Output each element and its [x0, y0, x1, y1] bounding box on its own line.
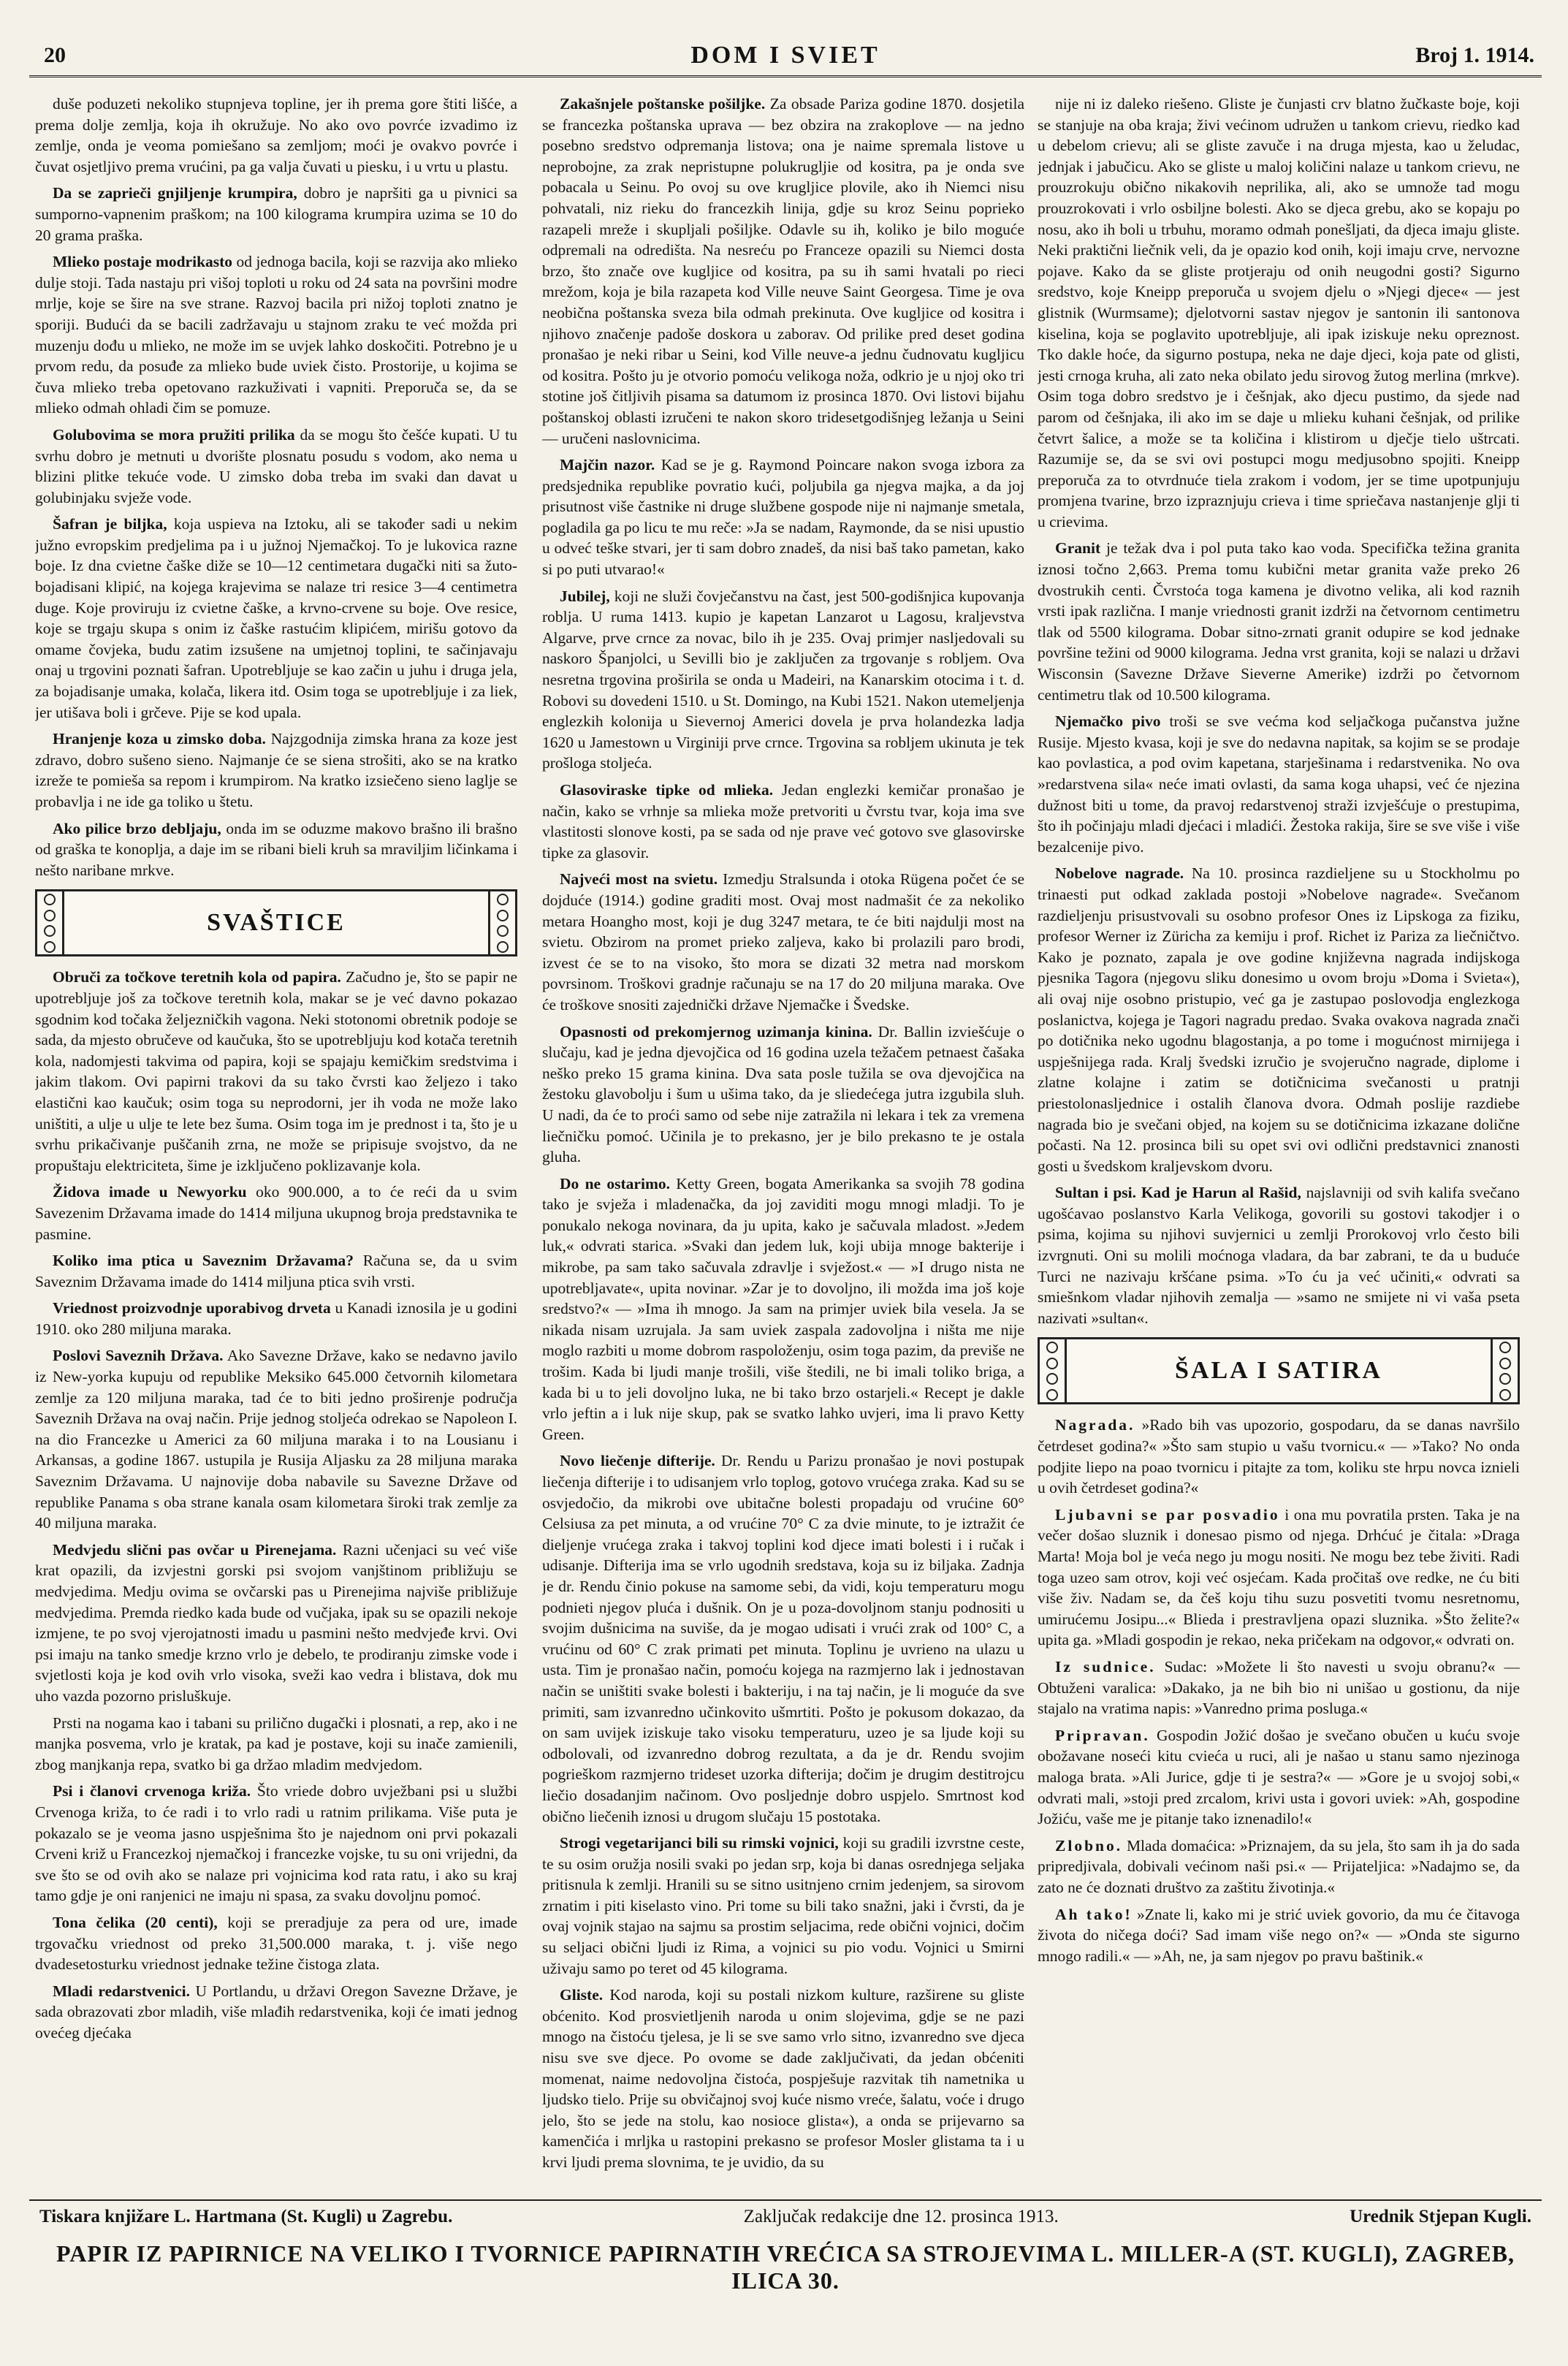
- section-box-sala: [1038, 1337, 1520, 1404]
- ornament-left: [37, 891, 64, 954]
- article-paragraph: [35, 1540, 517, 1707]
- article-text: onda im se oduzme makovo brašno ili brašno od graška te konoplja, a daje im se ribani bieli kruh sa mraviljim ličinkama i nešto naribane mrkve.: [35, 819, 517, 879]
- editor-name: Urednik Stjepan Kugli.: [1350, 2207, 1531, 2226]
- article-text: troši se sve većma kod seljačkoga pučanstva južne Rusije. Mjesto kvasa, koji je sve do nedavna napitak, sa kojim se se prodaje kao povlastica, a pod ovim kapetana, starješinama i redarstvenika. No ova »redarstvena sila« neće imati ovlasti, da sama koga uhapsi, već će njezina dužnost biti u tome, da pravoj redarstvenoj straži izvješćuje o prestupima, što ih počinjaju mladi djećaci i mladići. Žestoka rakija, šire se sve više i više bezalcenije pivo.: [1038, 712, 1520, 856]
- svastice-articles-continued: [542, 94, 1024, 2173]
- article-text: i ona mu povratila prsten. Taka je na večer došao sluznik i donesao pismo od njega. Drhćuć je čitala: »Draga Marta! Moja bol je veća nego ju mogu nositi. Ne mogu bez tebe živiti. Radi toga uzeo sam otrov, koji već osjećam. Kada pročitaš ove redke, ne ću biti više živ. Nadam se, da češ koju tihu suzu posvetiti tvomu nesretnomu, umirućemu Josipu...« Blieda i prestravljena opazi sluznika. »Što želite?« upita ga. »Mladi gospodin je rekao, neka pričekam na odgovor,« odvrati on.: [1038, 1505, 1520, 1649]
- article-heading: Da se zaprieči gnjiljenje krumpira,: [53, 184, 297, 202]
- article-paragraph: [35, 1345, 517, 1533]
- article-text: koji su gradili izvrstne ceste, te su osim oružja nosili svaki po jedan srp, koja bi danas osrednjega seljaka pritisnula k zemlji. Hranili su se sitno usitnjeno crnim jedenjem, sa sirovom zrnatim i piti kiselasto vino. Pri tome su bili tako snažni, jaki i čvrsti, da je ovaj vojnik stajao na sajmu sa prostim seljacima, rede obični vojnici, dočim su seljaci obični ljudi iz Rima, a vojnici su pio vodu. Vojnici u Smirni uživaju samo po teret od 45 kilograma.: [542, 1834, 1024, 1977]
- article-text: Računa se, da u svim Saveznim Državama imade do 1414 miljuna ptica svih vrsti.: [35, 1252, 517, 1290]
- article-text: je težak dva i pol puta tako kao voda. Specifička težina granita iznosi točno 2,663. Prema tomu kubični metar granita važe preko 26 dvostrukih centi. Čvrstoća toga kamena je divotno velika, ali kod raznih vrsti ipak različna. I manje vriednosti granit izdrži na četvornom centimetru tlak od 5500 kilograma. Dobar sitno-zrnati granit odupire se kod jednake površine težini od 9000 kilograma. Jedna vrst granita, koji se nalazi u državi Wisconsin (Savezne Države Sieverne Amerike) izdrži po četvornom centimetru tlak od 10.500 kilograma.: [1038, 539, 1520, 704]
- article-paragraph: [35, 1981, 517, 2044]
- article-text: od jednoga bacila, koji se razvija ako mlieko dulje stoji. Tada nastaju pri višoj toploti u roku od 24 sata na površini modre mrlje, koje se šire na sve strane. Razvoj bacila pri nižoj toploti znatno je sporiji. Budući da se bacili zadržavaju u stajnom zraku te već možda pri muzenju dođu u mlieko, ne može im se uvjek lahko doskočiti. Potrebno je u prvom redu, da posuđe za mlieko bude uviek čisto. Prostorije, u kojima se čuva mlieko treba opetovano razkuživati i vapniti. Preporuča se, da se mlieko odmah ohladi čim se pomuze.: [35, 253, 517, 417]
- ornament-right: [1491, 1339, 1518, 1402]
- article-text: U Portlandu, u državi Oregon Savezne Države, je sada obrazovati zbor mladih, više mlađih redarstvenika, koji će imati jednog ovećeg djećaka: [35, 1982, 517, 2042]
- article-heading: Novo liečenje difterije.: [560, 1452, 715, 1470]
- article-text: Gospodin Jožić došao je svečano obučen u kuću svoje obožavane noseći kitu cvieća u ruci, ali je našao u stanu samo njezinoga maloga brata. »Ali Jurice, gdje ti je sestra?« — »Gore je u svojoj sobi,« odvrati mali, »stoji pred zrcalom, krivi usta i govori uviek: »Ah, gospodine Jožiću, vaše me je pitanje tako iznenadilo!«: [1038, 1726, 1520, 1828]
- article-text: Najzgodnija zimska hrana za koze jest zdravo, dobro sušeno sieno. Najmanje će se siena strošiti, ako se na kratko izreže te pomieša sa repom i krumpirom. Na kratko izsiečeno sieno laglje se probavlja i ne ide ga toliko u štetu.: [35, 730, 517, 810]
- article-paragraph: [35, 729, 517, 812]
- article-paragraph: [542, 94, 1024, 449]
- article-paragraph: [1038, 1725, 1520, 1830]
- article-paragraph: [1038, 1656, 1520, 1719]
- article-text: Začudno je, što se papir ne upotrebljuje još za točkove teretnih kola, makar se je već davno pokazao sgodnim kod točaka željezničkih vagona. Neki stotonomi obretnik podoje se sada, da mjesto obručeve od kaučuka, što se upotrebljuju kod kotača teretnih kola, nadomjesti takvima od papira, koji se spajaju kemičkim sredstvima i jakim tlakom. Ovi papirni trakovi da su tako čvrsti kao željezo i tako elastični kao kaučuk; osim toga su neprodorni, jer ih voda ne može lako uništiti, a ulje u ulje te lete bez šuma. Osim toga im je prednost i ta, što je u svrhu prikačivanje puščanih zrna, ne može se pripisuje svojstvo, da ne propuštaju elektriciteta, šime je izključeno poklizavanje kola.: [35, 968, 517, 1174]
- article-text: Na 10. prosinca razdieljene su u Stockholmu po trinaesti put odkad zaklada postoji »Nobelove nagrade«. Svečanom razdieljenju prisustvovali su osobno profesor Ones iz Lipskoga za fiziku, profesor Werner iz Züricha za kemiju i prof. Richet iz Pariza za liečničtvo. Kako je poznato, zapala je ove godine književna nagrada indijskoga pjesnika Tagora (njegovu sliku donesimo u ovom broju »Doma i Svieta«), ali ovaj nije osobno pristupio, već ga je zastupao poslovodja englezkoga poslanictva, kojega je Tagori nagradu predao. Svaka ovakova nagrada znači po dotičnika neko ugodnu blagostanja, a po tome i mogućnost mirnijega i uspješnijega rada. Kralj švedski izručio je svojeručno nagrade, diplome i zlatne kolajne i zatim se dotičnicima svečanosti u pratnji priestolonasljednice i ostalih članova dvora. Odmah poslije razdiebe nagrada bio je svečani objed, na kojem su se dotičnicima izkazane dolične počasti. Na 12. prosinca bili su opet svi ovi odlični predstavnici znanosti gosti u švedskom kraljevskom dvoru.: [1038, 864, 1520, 1175]
- column-1: [35, 94, 517, 2192]
- article-paragraph: [35, 94, 517, 177]
- article-paragraph: [1038, 1415, 1520, 1498]
- article-heading: Poslovi Saveznih Država.: [53, 1347, 224, 1365]
- article-heading: Nagrada.: [1055, 1416, 1135, 1434]
- article-text: koja uspieva na Iztoku, ali se također sadi u nekim južno evropskim predjelima pa i u južnoj Njemačkoj. To je lukovica razne boje. Iz dna cvietne čaške diže se 10—12 centimetara dugački niti sa žuto-bojadisani klipić, na kojega krajevima se nalaze tri resice 3—4 centimetra duge. Koje proviruju iz cvietne čaške, a krvno-crvene su boje. Ove resice, koje se trgaju skupa s onim iz čaške rastućim klipićem, mirišu gotovo da omame čovjeka, budu zatim izsušene na umjetnoj toplini, te sačinjavaju onaj u trgovini poznati šafran. Upotrebljuje se kao začin u juhu i druga jela, za bojadisanje umaka, kolača, likera itd. Osim toga se upotrebljuje i za liek, jer utišava boli i grčeve. Pije se kod upala.: [35, 515, 517, 721]
- article-text: Mlada domaćica: »Priznajem, da su jela, što sam ih ja do sada pripredjivala, dobivali većinom naši psi.« — Prijateljica: »Nadajmo se, da zato ne će doznati društvo za zaštitu životinja.«: [1038, 1836, 1520, 1896]
- article-text: Ketty Green, bogata Amerikanka sa svojih 78 godina tako je svježa i mladenačka, da joj zaviditi mogu mnogi mladji. To je ponukalo nekoga novinara, da ju upita, kako je sačuvala mladost. »Jedem luk,« odvrati starica. »Svaki dan jedem luk, koji ubija mnoge bakterije i mikrobe, pa sam tako sačuvala zdravlje i svježost.« — »I drugo nista ne upotrebljavate«, upita novinar. »Zar je to dovoljno, ili možda ima još koje sredstvo?« — »Ima ih mnogo. Ja sam na primjer uviek bila veselа. Ja se nikada nisam uzrujala. Ja sam uviek zaspala zadovoljna i ništa me nije moglo razbiti u mome dobrom raspoloženju, osim toga pazim, da previše ne trošim. Kada bi ljudi manje trošili, više štedili, ne bi imali toliko briga, a kada bi u to jeli dovoljno luka, ne bi tako brzo ostarjeli.« Recept je dakle vrlo jeftin a i luk nije skup, pak se svatko lahko uvjeri, ima li pravo Ketty Green.: [542, 1174, 1024, 1443]
- article-paragraph: [35, 251, 517, 419]
- article-paragraph: [35, 818, 517, 881]
- article-heading: Mladi redarstvenici.: [53, 1982, 191, 2000]
- article-heading: Majčin nazor.: [560, 456, 655, 474]
- article-text: da se mogu što češće kupati. U tu svrhu dobro je metnuti u dvorište plosnatu posudu s vodom, ako nema u blizini plitke tekuće vode. U zimsko doba treba im svaki dan davat u golubinjaku svježe vode.: [35, 425, 517, 506]
- article-text: duše poduzeti nekoliko stupnjeva topline, jer ih prema gore štiti lišće, a prema dolje zemlja, koja ih okružuje. No ako ovo povrće izvadimo iz zemlje, onda je veoma pomiešano sa zemljom; moći je ovakvo povrće i čuvat osjetljivo prema vrućini, pa ga valja čuvati u piesku, i u vrtu u plastu.: [35, 95, 517, 175]
- newspaper-title: DOM I SVIET: [690, 42, 880, 69]
- article-text: Kod naroda, koji su postali nizkom kulture, razširene su gliste obćenito. Kod prosvietljenih naroda u onim slojevima, gdje se ne pazi mnogo na čistoću tjelesa, je li se sve samo vrlo sitno, izvanredno sve djeca nisu sve sve djece. Po ovome se dade zaključivati, da jedan obćeniti momenat, naime nedovoljna čistoća, pospješuje razvitak tih nametnika u ljudsko tielo. Prije su obvičajnoj svoj kuće nismo vreće, šalatu, voće i drugo jelo, što se jede na stolu, kao nosioce glista«), a onda se prijevarno sa kamenčića i mrljka u rastopini prekasno se profesor Mosler glistama ta i u krvi ljudi prema slovnima, te je uvidio, da su: [542, 1986, 1024, 2171]
- article-text: Dr. Ballin izviešćuje o slučaju, kad je jedna djevojčica od 16 godina uzela težačem petnaest čašaka neško preko 15 grama kinina. Dva sata posle tužila se ova djevojčica na žestoku glavobolju i šum u ušima tako, da je sliedećega jutra izgubila sluh. U nadi, da će to proći samo od sebe nije zatražila ni lekara i tek za vremena liečničku pomoć. Učinila je to prekasno, jer je bilo prekasno te je ostala gluha.: [542, 1022, 1024, 1166]
- column-2: [542, 94, 1024, 2192]
- article-text: Ako Savezne Države, kako se nedavno javilo iz New-yorka kupuju od republike Meksiko 645.000 četvornih kilometara zemlje za 120 miljuna maraka, tad će to biti jedno proširenje područja Saveznih Država na ovaj način. Prije jednog stoljeća odrekao se Napoleon I. na dio Francezke u Americi za 60 miljuna maraka i to na Lousianu i Arkansas, a godine 1867. ustupila je Rusija Aljasku za 28 miljuna maraka Saveznim Državama. U najnovije doba nabavile su Savezne Države od republike Panama s oba strane kanala osam kilometara široki trak zemlje za 40 miljuna maraka.: [35, 1347, 517, 1532]
- article-heading: Psi i članovi crvenoga križa.: [53, 1782, 251, 1800]
- section-title: SVAŠTICE: [207, 909, 346, 937]
- article-heading: Iz sudnice.: [1055, 1657, 1156, 1675]
- article-paragraph: [35, 183, 517, 246]
- article-heading: Tona čelika (20 centi),: [53, 1913, 218, 1931]
- article-paragraph: [542, 869, 1024, 1015]
- article-text: Izmedju Stralsunda i otoka Rügena počet će se dojduće (1914.) godine graditi most. Ovaj most nadmašit će za nekoliko metara Hoangho most, koji je dug 3247 metara, te će biti najdulji most na svietu. Obzirom na promet prieko zaljeva, kako bi prolazili paro brodi, izvest će se to na visoko, što mora se dizati 32 metra nad morskom povrsinom. Troškovi gradnje računaju se na 17 do 20 miljuna maraka. Ove će troškove snositi zajednički države Njemačke i Švedske.: [542, 870, 1024, 1013]
- article-heading: Opasnosti od prekomjernog uzimanja kinina.: [560, 1022, 872, 1041]
- article-paragraph: [542, 1985, 1024, 2172]
- article-heading: Ah tako!: [1055, 1905, 1133, 1923]
- article-heading: Obruči za točkove teretnih kola od papira.: [53, 968, 341, 986]
- article-text: nije ni iz daleko riešeno. Gliste je čunjasti crv blatno žučkaste boje, koji se stanjuje na oba kraja; živi većinom udružen u tankom crievu, riedko kad u debelom crievu; ali se gliste zavuče i na druga mjesta, kao u želudac, jednjak i jabučicu. Ako se gliste u maloj količini nalaze u tankom crievu, ne prouzrokuju obično nikakovih neprilika, ali, ako se umnože tad mogu prouzrokovati i vrlo osbiljne bolesti. Ako se djeca grebu, ako se kopaju po nosu, ako ih boli u trbuhu, moramo odmah ponešljati, da djeca imaju gliste. Neki praktični liečnik veli, da je opazio kod onih, koji imaju crve, nervozne pojave. Kako da se gliste protjeraju od onih neugodni gosti? Sigurno sredstvo, koje Kneipp preporuča u svojem djelu o »Njegi djece« — jest glistnik (Wurmsame); djelotvorni sastav njegov je santonin ili santonova kiselina, koja se poglavito upotrebljuje, ali ipak iziskuje neku opreznost. Tko dakle hoće, da sigurno postupa, neka ne daje djeci, koja pate od glisti, jesti crnoga kruha, ali zato neka obilato jedu sirovog žutog merlina (mrkve). Osim toga dobro sredstvo je i češnjak, ako djecu pustimo, da sjede nad parom od češnjaka, ili ako im se daje u mlieku kuhani češnjak, od prilike četvrt šalice, a može se ta količina i klistirom u dječje tielo uštrcati. Razumije se, da se svi ovi postupci mogu medjusobno spojiti. Kneipp preporuča za to otvrdnuće tiela zrakom i vodom, jer se time upotpunjuju promjena tvarine, brzo izpraznjuju crieva i time spriečava nastanjenje glji ti u crievima.: [1038, 95, 1520, 530]
- article-heading: Šafran je biljka,: [53, 515, 167, 533]
- column-3: [1038, 94, 1520, 2192]
- article-paragraph: [35, 1298, 517, 1339]
- article-paragraph: [35, 425, 517, 508]
- article-text: Kad se je g. Raymond Poincare nakon svoga izbora za predsjednika republike povratio kući, poljubila ga njegva majka, a da joj prisutnost više častnike ni druge službene gospode nije ni najmanje smetala, pogladila ga po licu te mu reče: »Ja se nadam, Raymonde, da se nisi upustio u odveć teške stvari, jer ti sam dobro znadeš, da nisi baš tako pametan, kako si po puti utvarao!«: [542, 456, 1024, 579]
- article-heading: Glasoviraske tipke od mlieka.: [560, 781, 774, 799]
- article-heading: Sultan i psi. Kad je Harun al Rašid,: [1055, 1184, 1301, 1202]
- article-paragraph: [1038, 94, 1520, 532]
- article-paragraph: [1038, 1182, 1520, 1328]
- svastice-articles-end: [1038, 94, 1520, 1328]
- article-paragraph: [542, 780, 1024, 863]
- article-heading: Njemačko pivo: [1055, 712, 1161, 731]
- article-paragraph: [1038, 863, 1520, 1176]
- article-heading: Vriednost proizvodnje uporabivog drveta: [53, 1299, 331, 1317]
- printer-imprint: Tiskara knjižare L. Hartmana (St. Kugli) u Zagrebu.: [39, 2207, 453, 2226]
- article-heading: Nobelove nagrade.: [1055, 864, 1184, 883]
- article-heading: Medvjedu slični pas ovčar u Pirenejama.: [53, 1540, 337, 1559]
- article-paragraph: [1038, 711, 1520, 857]
- article-text: Dr. Rendu u Parizu pronašao je novi postupak liečenja difterije i to udisanjem vrlo toplog, gotovo vrućega zraka. Kad su se osvjedočio, da mikrobi ove ubitačne bolesti propadaju od vrućine 60° Celsiusa za pet minuta, a od vrućine 70° C za dvie minute, to je iztražit će dieljenje vrućega zraka i takvoj toplini kod djece imati bolesti i i ručak i udisanje. Difterija ima se vrlo ugodnih sredstava, koja su iz biljaka. Zadnja je dr. Rendu činio pokuse na samome sebi, da vidi, koju temperaturu mogu podnieti njegov pluća i dušnik. On je u poza-dovoljnom stanju podnositi u svojim dušnicima na suviše, da je mogao udisati i vrući zrak od 100° C, a vrućinu od 60° C zrak primati pet minuta. Toplinu je uvrieno na ulazu u usta. Tim je pronašao način, pomoću kojega na razmjerno lak i jednostavan način se uništiti svake bolesti i bakteriju, i na taj način, je li moguće da sve primiti, sam izvanredno učinkovito ušmrtiti. Pošto je pokusom dokazao, da on sam uvijek iziskuje tako visoku temperaturu, uzeo je sa ljude koji su odbolovali, od izvanredno dobrog rezultata, a da je dr. Rendu svojim pogrieškom razmjerno trideset uzorka difterija; dočim je drugim destitrojcu liečio dosadanjim načinom. Ovo posljednje dobro uspjelo. Smrtnost kod obično liečenih iznosi u drugom slučaju 15 postotaka.: [542, 1452, 1024, 1825]
- article-paragraph: [542, 1174, 1024, 1445]
- article-heading: Ljubavni se par posvadio: [1055, 1505, 1280, 1524]
- article-heading: Koliko ima ptica u Saveznim Državama?: [53, 1252, 354, 1270]
- section-title: ŠALA I SATIRA: [1174, 1357, 1382, 1385]
- article-paragraph: [35, 1713, 517, 1776]
- page-footer: [29, 2199, 1542, 2294]
- article-text: Što vriede dobro uvježbani psi u službi Crvenoga križa, to će radi i to vrlo radi u ratnim prilikama. Više puta je pokazalo se je veoma jasno uspješnima što je najednom oni prvi pokazali Crveni križ u Francezkoj njemačkoj i francezke vojske, tu su oni vrijedni, da sve što se od ovih ako se nalaze pri vojnicima kod rata ratu, i ako su kraj tamo gdje je oni ranjenici ne imaju ni spasa, za svaku dovoljnu pomoć.: [35, 1782, 517, 1905]
- article-heading: Gliste.: [560, 1986, 604, 2004]
- article-paragraph: [542, 1833, 1024, 1979]
- article-paragraph: [1038, 538, 1520, 705]
- article-paragraph: [35, 1781, 517, 1906]
- article-text: najslavniji od svih kalifa svečano ugošćavao poslanstvo Karla Velikoga, govorili su gostovi takodjer i o psima, kojima su njihovi suvjernici u zemlji Prorokovoj vrlo često bili izvrgnuti. Oni su molili moćnoga vladara, da bar zabrani, te da u buduće Turci ne nazivaju kršćane psima. »To ću ja već učiniti,« odvrati sa smiešnkom vladar njihovih zemalja — »samo ne smijete ni vi vaša pseta nazivati »sultan«.: [1038, 1184, 1520, 1327]
- article-heading: Golubovima se mora pružiti prilika: [53, 425, 295, 444]
- article-text: Jedan englezki kemičar pronašao je način, kako se vrhnje sa mlieka može pretvoriti u čvrstu tvar, koja ima sve vlastitosti slonove kosti, pa se sada od nje prave već gotovo sve glasovirske tipke za glasovir.: [542, 781, 1024, 861]
- article-paragraph: [35, 1912, 517, 1975]
- article-heading: Pripravan.: [1055, 1726, 1150, 1744]
- page-header: [29, 40, 1542, 77]
- page-number: 20: [44, 43, 66, 67]
- article-paragraph: [1038, 1505, 1520, 1651]
- article-text: dobro je napršiti ga u pivnici sa sumporno-vapnenim praškom; na 100 kilograma krumpira uzima se 10 do 20 grama praška.: [35, 184, 517, 244]
- article-text: Sudac: »Možete li što navesti u svoju obranu?« — Obtuženi varalica: »Dakako, ja ne bih bio ni unišao u gostionu, da nije stajalo na vratima napis: »Vanredno prima posluga.«: [1038, 1657, 1520, 1718]
- article-text: Za obsade Pariza godine 1870. dosjetila se francezka poštanska uprava — bez obzira na zrakoplove — na jedno posebno sredstvo odpremanja listova; ona je naime spremala listove u neprobojne, za zrak nepristupne polukrugljie od kositra, pa je onda sve pobacala u Seinu. Po ovoj su ove krugljice plovile, ako ih Niemci nisu pohvatali, niz rieku do francezkih linija, gdje su kroz Seinu poprieko razapeli mreže i skupljali pošiljke. Odavle su ih, koliko je bilo moguće odpremali na odredišta. Na nesreću po Franceze opazili su Niemci dosta brzo, što znače ove kugljice od kositra, pa su ih sami hvatali po rieci mrežom, koja je bila razapeta kod Ville neuve Saint Georgesa. Time je ova neobična poštanska svеza bila odmah prekinuta. Ove kugljice od kositra i njihovo značenje padoše doskora u zaborav. Od prilike pred deset godina pronašao je neki ribar u Seini, kod Ville neuve-a jednu čudnovatu kugljicu od kositra. Pošto ju je otvorio pomoću velikoga noža, odkrio je u njoj oko tri stotine još čitljivih pisama sa datumom iz prosinca 1870. Ovi listovi bijahu poštanskoj oblasti izručeni te nakon skoro tridesetgodišnjeg ležanja u Seini — uručeni naslovnicima.: [542, 95, 1024, 447]
- article-heading: Židova imade u Newyorku: [53, 1183, 247, 1201]
- article-paragraph: [1038, 1904, 1520, 1967]
- article-heading: Ako pilice brzo debljaju,: [53, 819, 221, 837]
- ornament-left: [1040, 1339, 1067, 1402]
- article-heading: Strogi vegetarijanci bili su rimski vojnici,: [560, 1834, 839, 1852]
- article-heading: Granit: [1055, 539, 1101, 558]
- section-box-svastice: [35, 889, 517, 956]
- article-text: Razni učenjaci su već više krat opazili, da izvjestni gorski psi svojom vanjštinom približuju se medvjedima. Medju ovima se ovčarski pas u Pirenejima najviše približuje medvjedima. Premda riedko kada bude od vučjaka, ipak su se opazili nekoje izmjene, te po svoj vjerojatnosti imadu u pasmini nešto medvjeđe krvi. Ovi psi imaju na tanko smedje krzno vrlo je debelo, te prodiranju zimske vode i svjetlosti koja je kod ovih vrlo visoka, sveži kao vedra i blistava, dok mu uho vazda pozorno prisluškuje.: [35, 1540, 517, 1705]
- article-heading: Jubilej,: [560, 587, 610, 605]
- article-heading: Najveći most na svietu.: [560, 870, 718, 889]
- article-paragraph: [35, 967, 517, 1176]
- article-heading: Zakašnjele poštanske pošiljke.: [560, 95, 766, 113]
- article-paragraph: [35, 514, 517, 723]
- article-text: »Znate li, kako mi je strić uviek govorio, da mu će čitavoga života do ničega doći? Sad imam više nego on?« — »Onda ste sigurno mnogo radili.« — »Ah, ne, ja sam njegov po pravu baštinik.«: [1038, 1905, 1520, 1965]
- article-paragraph: [542, 1450, 1024, 1827]
- article-heading: Mlieko postaje modrikasto: [53, 253, 233, 271]
- article-heading: Zlobno.: [1055, 1836, 1123, 1855]
- article-paragraph: [1038, 1836, 1520, 1898]
- article-heading: Do ne ostarimo.: [560, 1174, 670, 1192]
- ornament-right: [488, 891, 515, 954]
- article-text: »Rado bih vas upozorio, gospodaru, da se danas navršilo četrdeset godina?« »Što sam stupio u vašu tvornicu.« — »Tako? No onda podjite liepo na poao tvornicu i pitajte za tom, koliku ste hrpu novca iznieli u ovih četrdeset godina?«: [1038, 1416, 1520, 1497]
- paper-supplier-note: PAPIR IZ PAPIRNICE NA VELIKO I TVORNICE PAPIRNATIH VREĆICA SA STROJEVIMA L. MILLER-A (ST. KUGLI), ZAGREB, ILICA 30.: [56, 2240, 1515, 2294]
- article-text: Prsti na nogama kao i tabani su prilično dugački i plosnati, a rep, ako i ne manjka posvema, vrlo je kratak, pa kad je postave, koji su inače zamienili, zbog manjkanja repa, svatko bi ga držao mladim medvjedom.: [35, 1713, 517, 1773]
- sala-articles: [1038, 1415, 1520, 1966]
- article-paragraph: [35, 1182, 517, 1244]
- article-text: u Kanadi iznosila je u godini 1910. oko 280 miljuna maraka.: [35, 1299, 517, 1338]
- svastice-articles: [35, 967, 517, 2043]
- article-paragraph: [542, 1022, 1024, 1168]
- article-text: oko 900.000, a to će reći da u svim Savezenim Državama imade do 1414 miljuna ukupnog broja predstavnika te pasmine.: [35, 1183, 517, 1243]
- article-paragraph: [542, 454, 1024, 580]
- household-tips: [35, 94, 517, 880]
- article-paragraph: [542, 586, 1024, 774]
- article-text: koji se preradjuje za pera od ure, imade trgovačku vriednost od preko 31,500.000 maraka, t. j. više nego dvadesetosturku vriednost jednake težine čistoga zlata.: [35, 1913, 517, 1974]
- article-text: koji ne služi čovječanstvu na čast, jest 500-godišnjica kupovanja roblja. U ruma 1413. kupio je kapetan Lanzarot u Lagosu, kraljevstva Algarve, prve crnce za novac, bilo ih je 235. Ovaj primjer nasljedovali su naskoro Španjolci, u Sevilli bio je zaključen za trgovanje s robljem. Ova nesretna trgovina proširila se onda u Madeiri, na Kanarskim otocima i t. d. Robovi su dovedeni 1510. u St. Domingo, na Kubi 1521. Nakon utemeljenja englezkih kolonija u Sievernoj Americi dovela je prva holandezka ladja 1620 u Jamestown u Virginiji prve crnce. Trgovina sa robljem ukinuta je tek prošloga stoljeća.: [542, 587, 1024, 772]
- article-paragraph: [35, 1250, 517, 1292]
- issue-number: Broj 1. 1914.: [1415, 43, 1534, 67]
- article-heading: Hranjenje koza u zimsko doba.: [53, 730, 266, 748]
- closing-date: Zaključak redakcije dne 12. prosinca 1913.: [743, 2207, 1059, 2226]
